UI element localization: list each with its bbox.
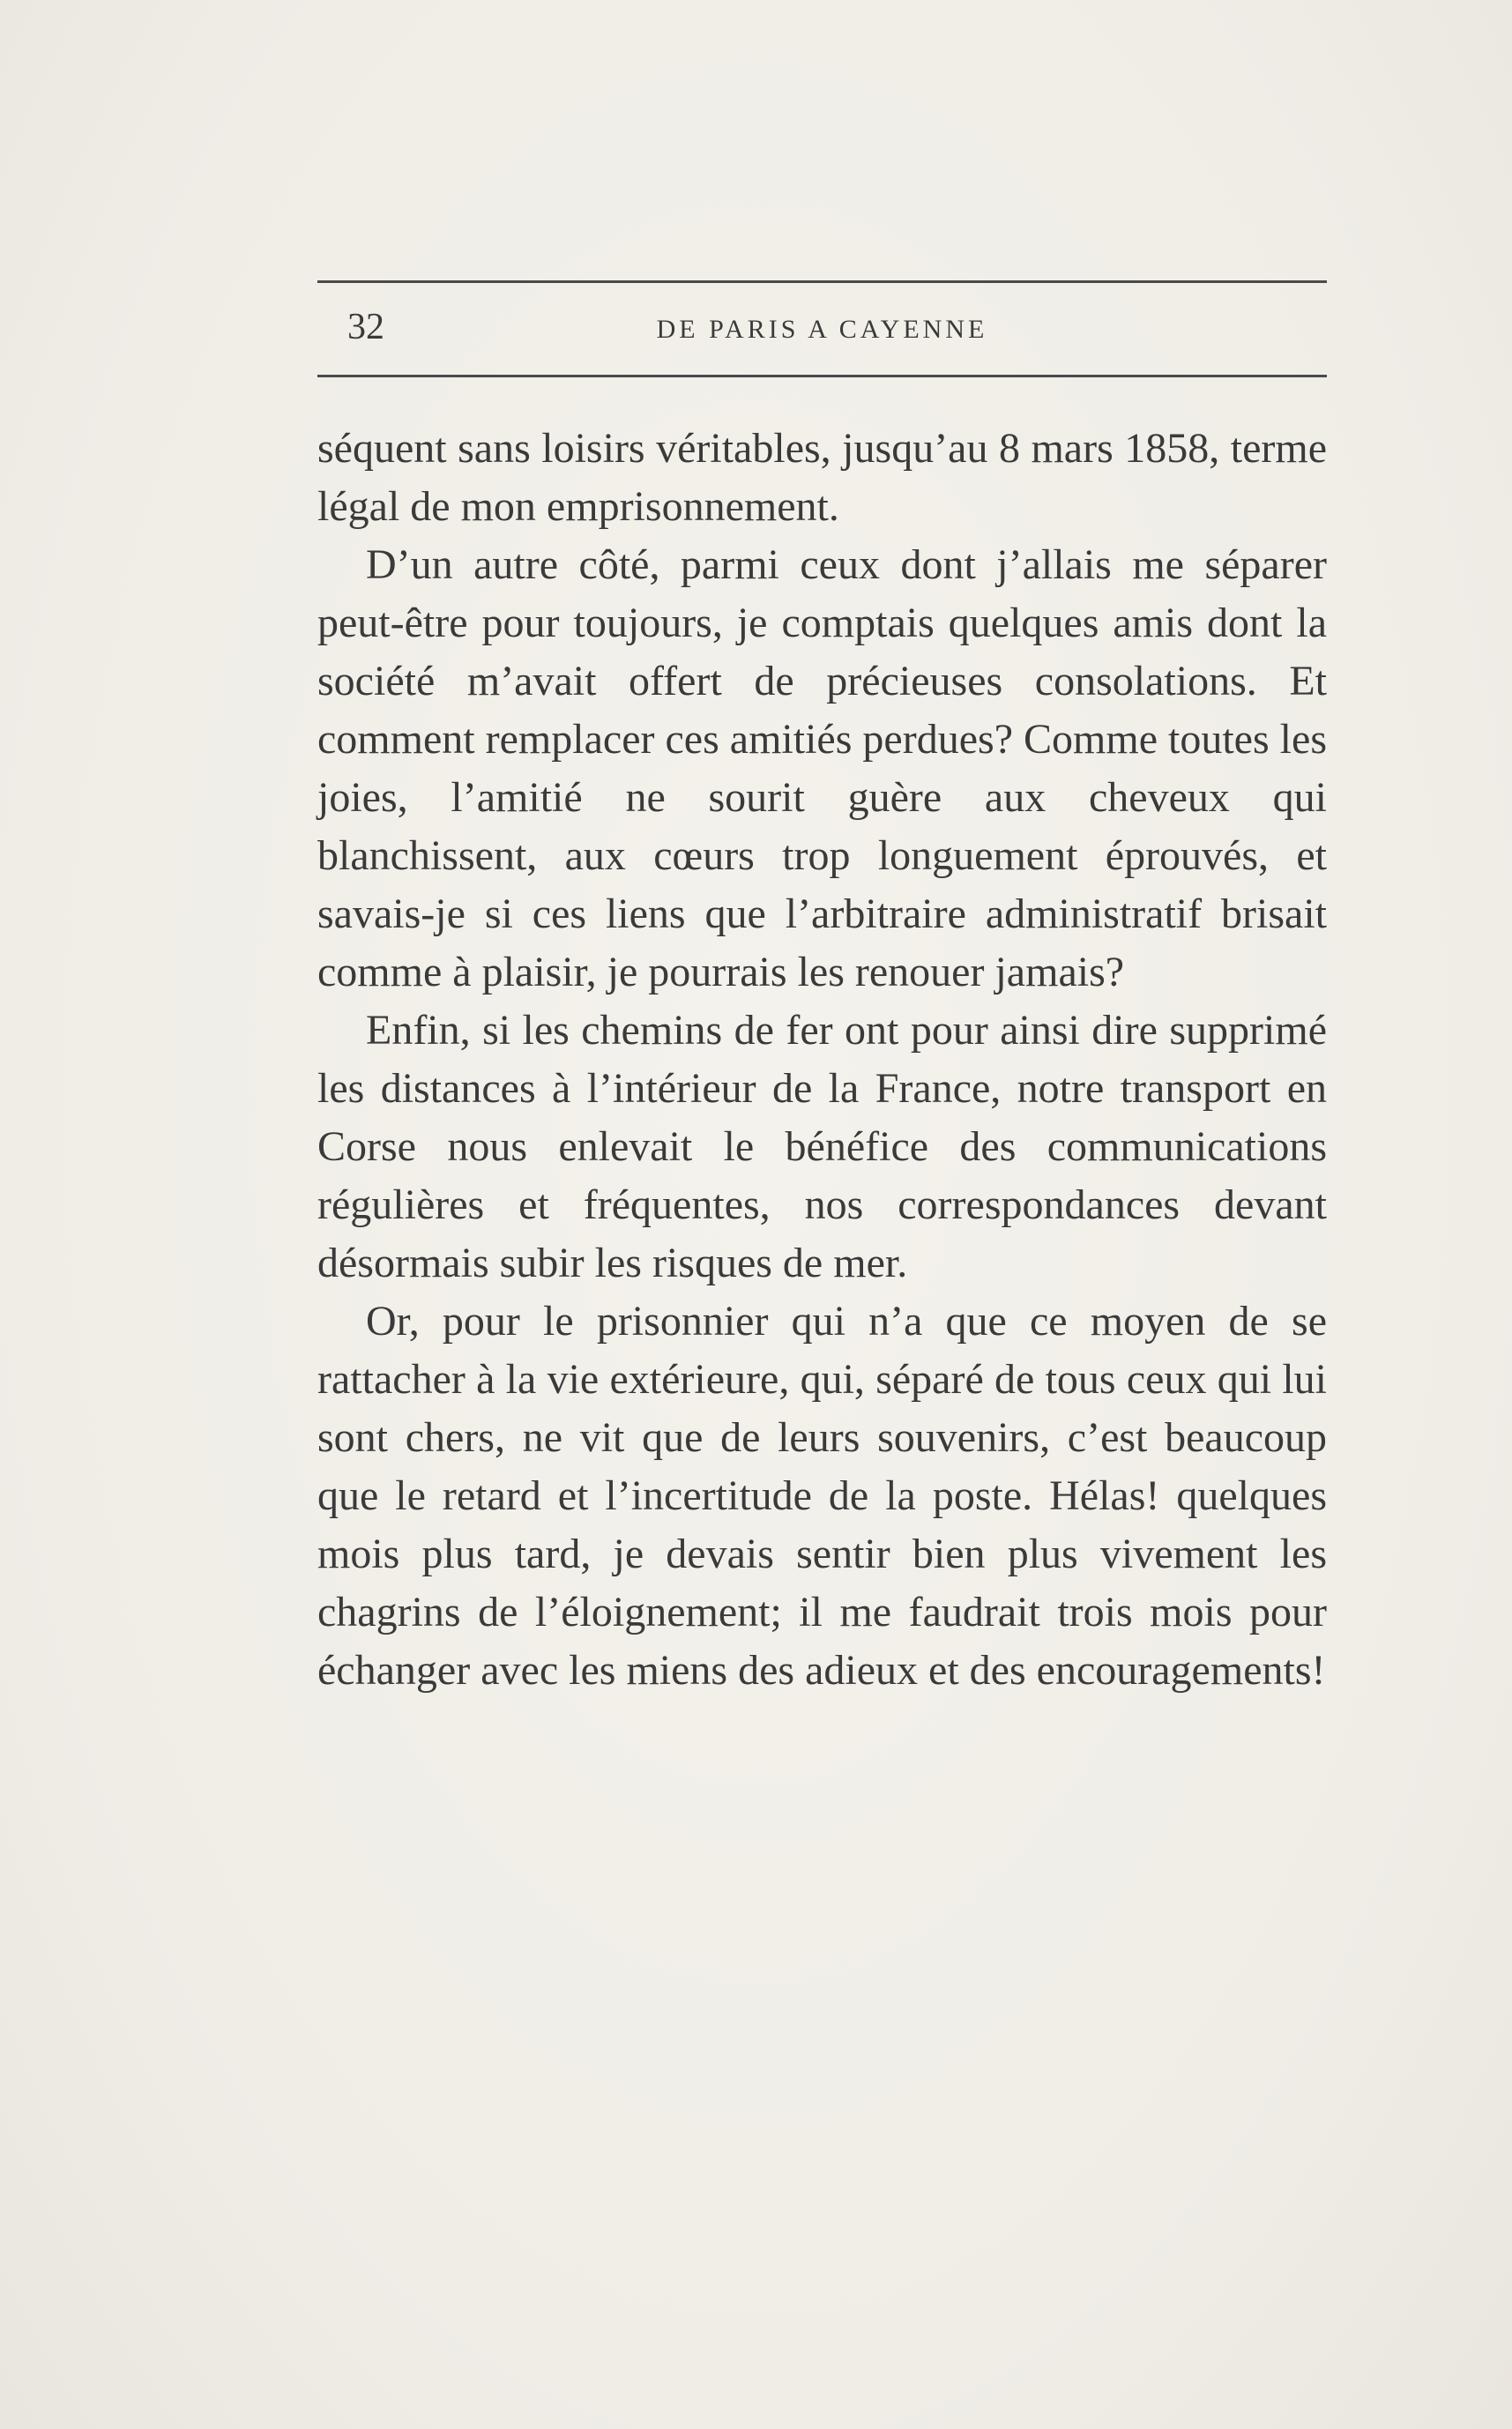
paragraph-4: Or, pour le prisonnier qui n’a que ce moyen de se rattacher à la vie extérieure, qui, séparé de tous ceux qui lui sont chers, ne vit que de leurs souvenirs, c’est beaucoup que le retard et l’incertitude de la poste. Hélas! quelques mois plus tard, je devais sentir bien plus vivement les chagrins de l’éloignement; il me faudrait trois mois pour échanger avec les miens des adieux et des encouragements!	[317, 1298, 1327, 1694]
page-header	[317, 304, 1327, 357]
header-rule-bottom	[317, 375, 1327, 377]
paragraph-1: séquent sans loisirs véritables, jusqu’au 8 mars 1858, terme légal de mon emprisonnement.	[317, 425, 1327, 530]
paragraph-3: Enfin, si les chemins de fer ont pour ainsi dire supprimé les distances à l’intérieur de la France, notre transport en Corse nous enlevait le bénéfice des communications régulières et fréquentes, nos correspondances devant désormais subir les risques de mer.	[317, 1007, 1327, 1286]
body-text	[317, 420, 1327, 1700]
paragraph-2: D’un autre côté, parmi ceux dont j’allais me séparer peut-être pour toujours, je comptais quelques amis dont la société m’avait offert de précieuses consolations. Et comment remplacer ces amitiés perdues? Comme toutes les joies, l’amitié ne sourit guère aux cheveux qui blanchissent, aux cœurs trop longuement éprouvés, et savais-je si ces liens que l’arbitraire administratif brisait comme à plaisir, je pourrais les renouer jamais?	[317, 541, 1327, 995]
running-title: DE PARIS A CAYENNE	[656, 315, 988, 344]
page-number: 32	[347, 307, 384, 347]
header-rule-top	[317, 280, 1327, 283]
text-block	[317, 280, 1327, 1700]
